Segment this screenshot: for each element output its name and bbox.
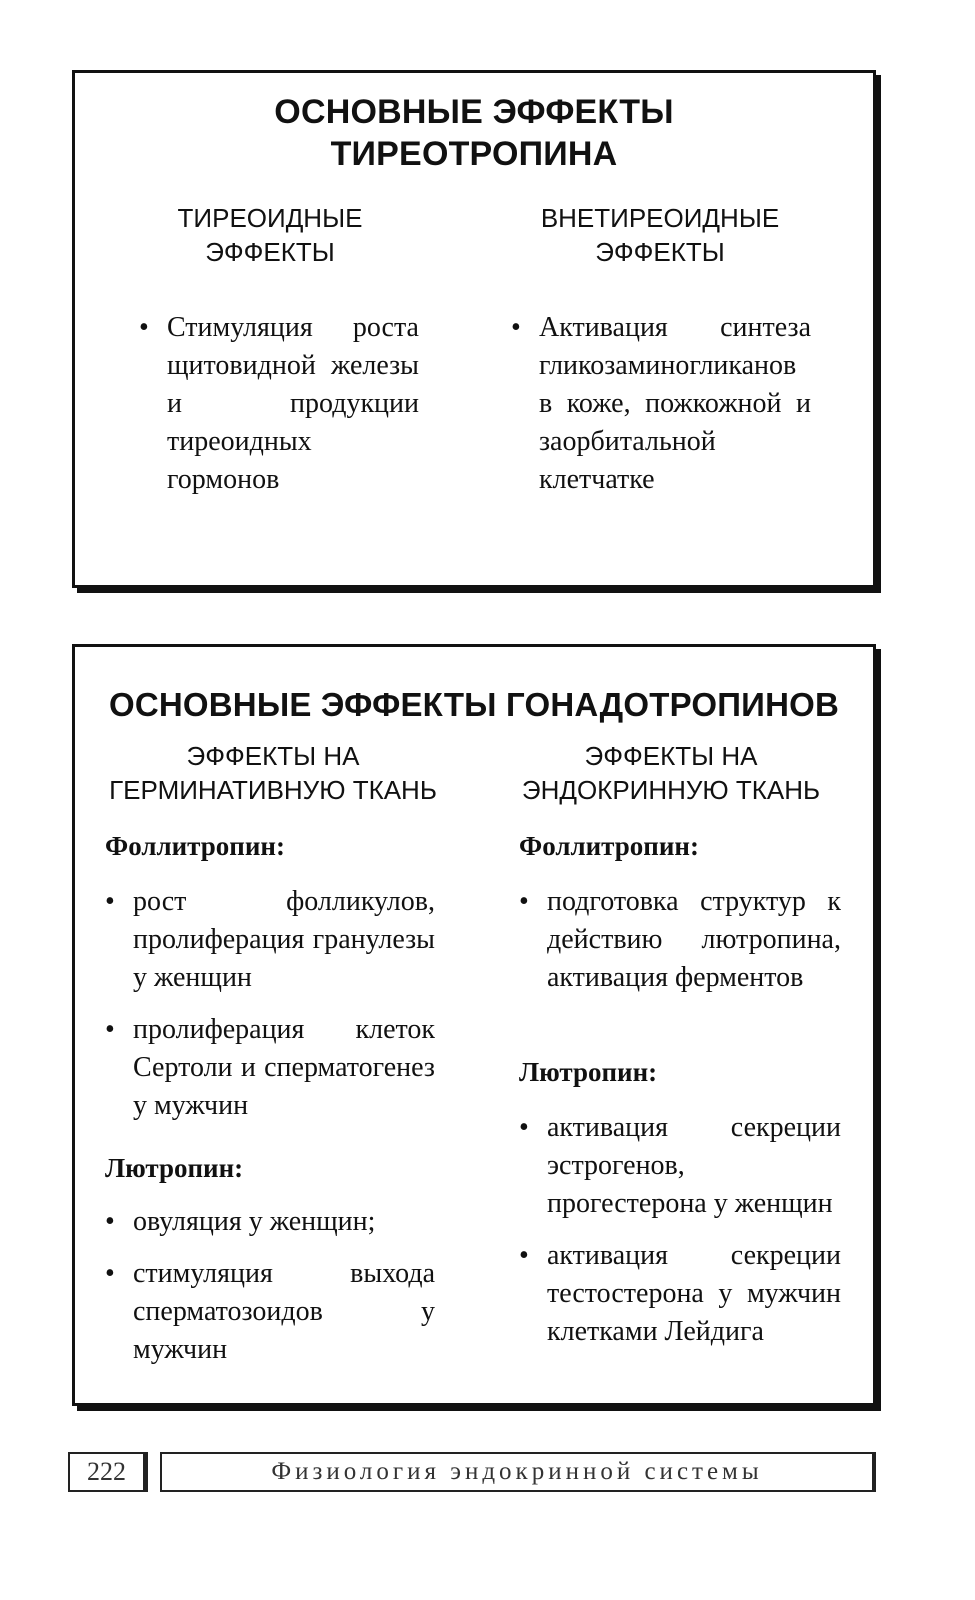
- gonadotropins-effects-box: [72, 644, 876, 1406]
- lutropin-germinative-list: [101, 1203, 435, 1383]
- list-item: • Активация синтеза гликозаминогликанов в коже, пожкожной и заорбитальной клетчатке: [507, 309, 811, 499]
- list-item: • подготовка структур к действию лютропина, активация ферментов: [515, 883, 841, 997]
- page-number: 222: [68, 1452, 148, 1492]
- germinative-effects-heading: ЭФФЕКТЫ НА ГЕРМИНАТИВНУЮ ТКАНЬ: [109, 741, 437, 805]
- follitropin-label-right: Фоллитропин:: [519, 831, 699, 861]
- list-item: • Стимуляция роста щитовидной железы и продукции тиреоидных гормонов: [135, 309, 419, 499]
- follitropin-endocrine-list: [515, 883, 841, 1011]
- lutropin-label-right: Лютропин:: [519, 1057, 658, 1087]
- list-item: • активация секреции тестостерона у мужчин клетками Лейдига: [515, 1237, 841, 1351]
- lutropin-label-left: Лютропин:: [105, 1153, 244, 1183]
- lutropin-endocrine-list: [515, 1109, 841, 1365]
- endocrine-effects-heading: ЭФФЕКТЫ НА ЭНДОКРИННУЮ ТКАНЬ: [521, 741, 821, 805]
- follitropin-label-left: Фоллитропин:: [105, 831, 285, 861]
- gonadotropins-title: ОСНОВНЫЕ ЭФФЕКТЫ ГОНАДОТРОПИНОВ: [108, 686, 840, 723]
- list-item: • пролиферация клеток Сертоли и сперматогенез у мужчин: [101, 1011, 435, 1125]
- bullet-icon: •: [105, 886, 115, 917]
- list-item: • рост фолликулов, пролиферация гранулезы у женщин: [101, 883, 435, 997]
- bullet-icon: •: [511, 312, 521, 343]
- bullet-icon: •: [519, 1112, 529, 1143]
- bullet-icon: •: [105, 1258, 115, 1289]
- follitropin-germinative-list: [101, 883, 435, 1139]
- bullet-icon: •: [139, 312, 149, 343]
- thyroid-effects-heading: ТИРЕОИДНЫЕ ЭФФЕКТЫ: [177, 203, 363, 267]
- list-item: • активация секреции эстрогенов, прогестерона у женщин: [515, 1109, 841, 1223]
- thyrotropin-effects-box: [72, 70, 876, 588]
- bullet-icon: •: [105, 1014, 115, 1045]
- thyroid-effects-list: [135, 309, 419, 513]
- list-item: • стимуляция выхода сперматозоидов у мужчин: [101, 1255, 435, 1369]
- running-footer-title: Физиология эндокринной системы: [160, 1452, 876, 1492]
- extrathyroid-effects-list: [507, 309, 811, 513]
- bullet-icon: •: [519, 1240, 529, 1271]
- bullet-icon: •: [105, 1206, 115, 1237]
- bullet-icon: •: [519, 886, 529, 917]
- list-item: • овуляция у женщин;: [101, 1203, 435, 1241]
- extrathyroid-effects-heading: ВНЕТИРЕОИДНЫЕ ЭФФЕКТЫ: [540, 203, 780, 267]
- thyrotropin-title: ОСНОВНЫЕ ЭФФЕКТЫ ТИРЕОТРОПИНА: [274, 93, 674, 173]
